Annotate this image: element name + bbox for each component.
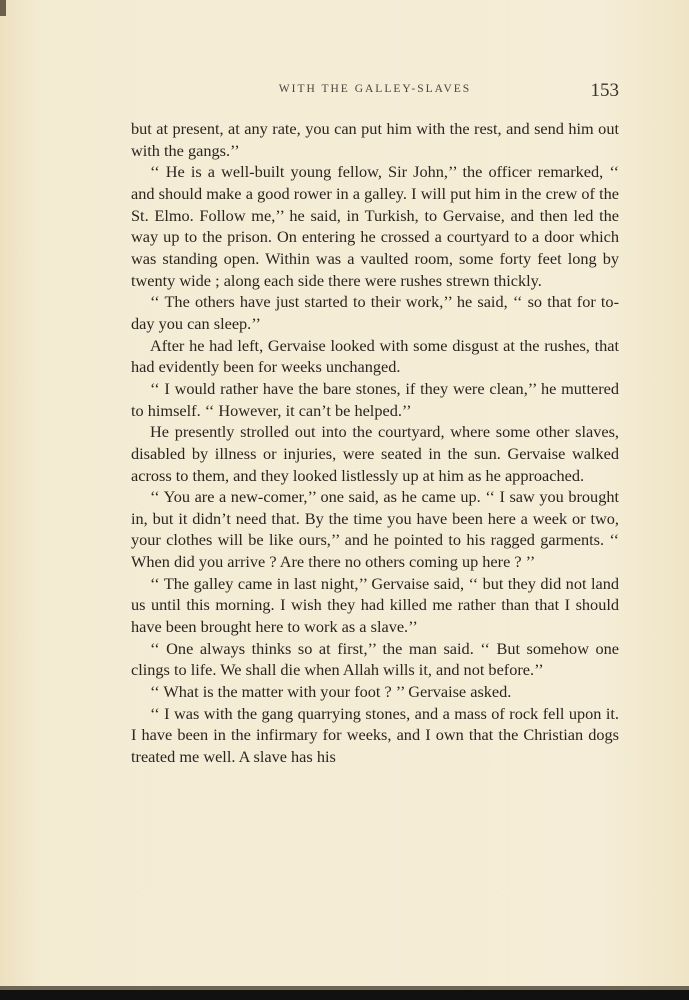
paragraph: ‘‘ You are a new-comer,’’ one said, as he came up. ‘‘ I saw you brought in, but it didn’t need that. By the time you have been here a week or two, your clothes will be like ours,’’ and he pointed to his ragged garments. ‘‘ When did you arrive ? Are there no others coming up here ? ’’ (131, 487, 619, 572)
paragraph: but at present, at any rate, you can put him with the rest, and send him out with the gangs.’’ (131, 119, 619, 160)
paragraph: ‘‘ I would rather have the bare stones, if they were clean,’’ he muttered to himself. ‘‘ However, it can’t be helped.’’ (131, 378, 619, 420)
scan-edge-mark (0, 0, 6, 16)
paragraph: After he had left, Gervaise looked with some disgust at the rushes, that had evidently been for weeks unchanged. (131, 335, 619, 377)
scan-bottom-edge (0, 990, 689, 1000)
body-text (131, 118, 619, 768)
paragraph: ‘‘ What is the matter with your foot ? ’’ Gervaise asked. (150, 682, 512, 702)
running-head: WITH THE GALLEY-SLAVES (278, 83, 472, 95)
paragraph: He presently strolled out into the courtyard, where some other slaves, disabled by illness or injuries, were seated in the sun. Gervaise walked across to them, and they looked listlessly up at him as he approached. (131, 422, 619, 485)
page-number: 153 (590, 80, 619, 101)
paragraph: ‘‘ The others have just started to their work,’’ he said, ‘‘ so that for to-day you can sleep.’’ (131, 292, 619, 333)
page-header (131, 80, 619, 102)
paragraph: ‘‘ He is a well-built young fellow, Sir John,’’ the officer remarked, ‘‘ and should make a good rower in a galley. I will put him in the crew of the St. Elmo. Follow me,’’ he said, in Turkish, to Gervaise, and then led the way up to the prison. On entering he crossed a courtyard to a door which was standing open. Within was a vaulted room, some forty feet long by twenty wide ; along each side there were rushes strewn thickly. (131, 162, 619, 290)
paragraph: ‘‘ The galley came in last night,’’ Gervaise said, ‘‘ but they did not land us until this morning. I wish they had killed me rather than that I should have been brought here to work as a slave.’’ (131, 573, 619, 637)
paragraph: ‘‘ I was with the gang quarrying stones, and a mass of rock fell upon it. I have been in the infirmary for weeks, and I own that the Christian dogs treated me well. A slave has his (131, 703, 619, 767)
paragraph: ‘‘ One always thinks so at first,’’ the man said. ‘‘ But somehow one clings to life. We shall die when Allah wills it, and not before.’’ (131, 638, 619, 680)
